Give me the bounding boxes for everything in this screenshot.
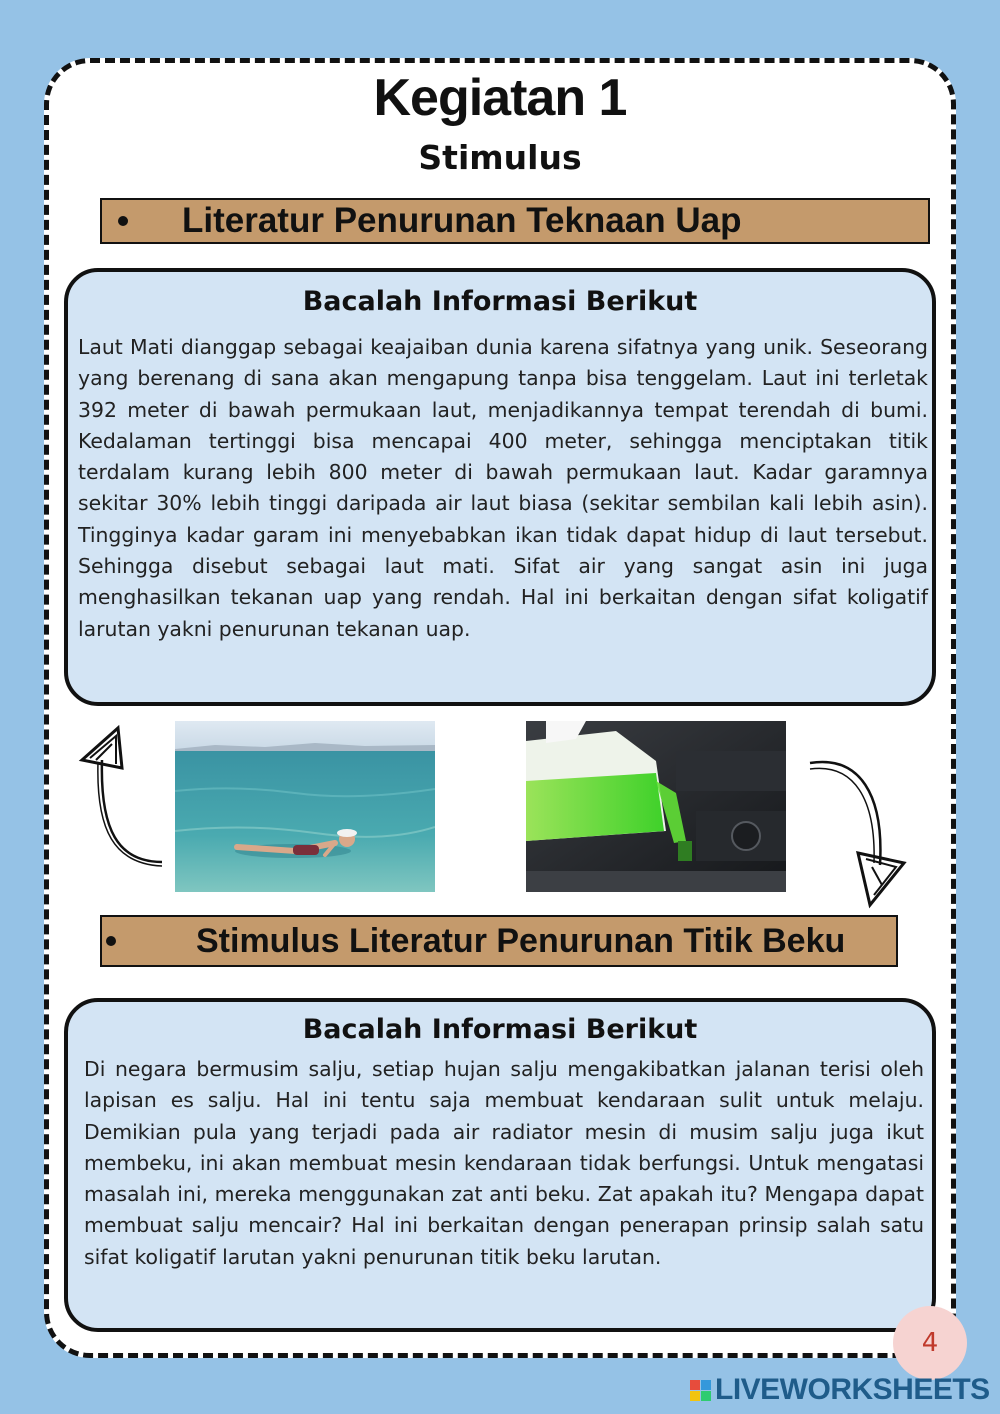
section1-heading: Bacalah Informasi Berikut: [302, 286, 698, 317]
section2-heading: Bacalah Informasi Berikut: [302, 1014, 698, 1045]
section1-banner: [100, 198, 930, 244]
bullet-icon: [118, 216, 128, 226]
page-number-badge: 4: [893, 1306, 967, 1380]
liveworksheets-watermark: [690, 1372, 990, 1408]
brand-name: LIVEWORKSHEETS: [715, 1373, 990, 1406]
section2-banner-label: Stimulus Literatur Penurunan Titik Beku: [196, 921, 846, 960]
section2-banner: [100, 915, 898, 967]
radiator-antifreeze-photo: [526, 721, 786, 892]
curved-arrow-up-icon: [78, 720, 168, 870]
bullet-icon: [106, 936, 116, 946]
section1-text: Laut Mati dianggap sebagai keajaiban dunia karena sifatnya yang unik. Seseorang yang berenang di sana akan mengapung tanpa bisa tenggelam. Laut ini terletak 392 meter di bawah permukaan laut, menjadikannya tempat terendah di bumi. Kedalaman tertinggi bisa mencapai 400 meter, sehingga menciptakan titik terdalam kurang lebih 800 meter di bawah permukaan laut. Kadar garamnya sekitar 30% lebih tinggi daripada air laut biasa (sekitar sembilan kali lebih asin). Tingginya kadar garam ini menyebabkan ikan tidak dapat hidup di laut tersebut. Sehingga disebut sebagai laut mati. Sifat air yang sangat asin ini juga menghasilkan tekanan uap yang rendah. Hal ini berkaitan dengan sifat koligatif larutan yakni penurunan tekanan uap.: [78, 335, 928, 641]
page-subtitle: Stimulus: [418, 138, 582, 177]
page-title: Kegiatan 1: [373, 69, 627, 127]
curved-arrow-down-icon: [804, 755, 914, 915]
liveworksheets-logo-icon: [690, 1380, 711, 1401]
dead-sea-floating-photo: [175, 721, 435, 892]
section1-banner-label: Literatur Penurunan Teknaan Uap: [182, 201, 742, 240]
section2-text: Di negara bermusim salju, setiap hujan salju mengakibatkan jalanan terisi oleh lapisan es salju. Hal ini tentu saja membuat kendaraan sulit untuk melaju. Demikian pula yang terjadi pada air radiator mesin di musim salju juga ikut membeku, ini akan membuat mesin kendaraan tidak berfungsi. Untuk mengatasi masalah ini, mereka menggunakan zat anti beku. Zat apakah itu? Mengapa dapat membuat salju mencair? Hal ini berkaitan dengan penerapan prinsip salah satu sifat koligatif larutan yakni penurunan titik beku larutan.: [84, 1057, 924, 1269]
section2-info-box: [64, 998, 936, 1332]
section1-info-box: [64, 268, 936, 706]
